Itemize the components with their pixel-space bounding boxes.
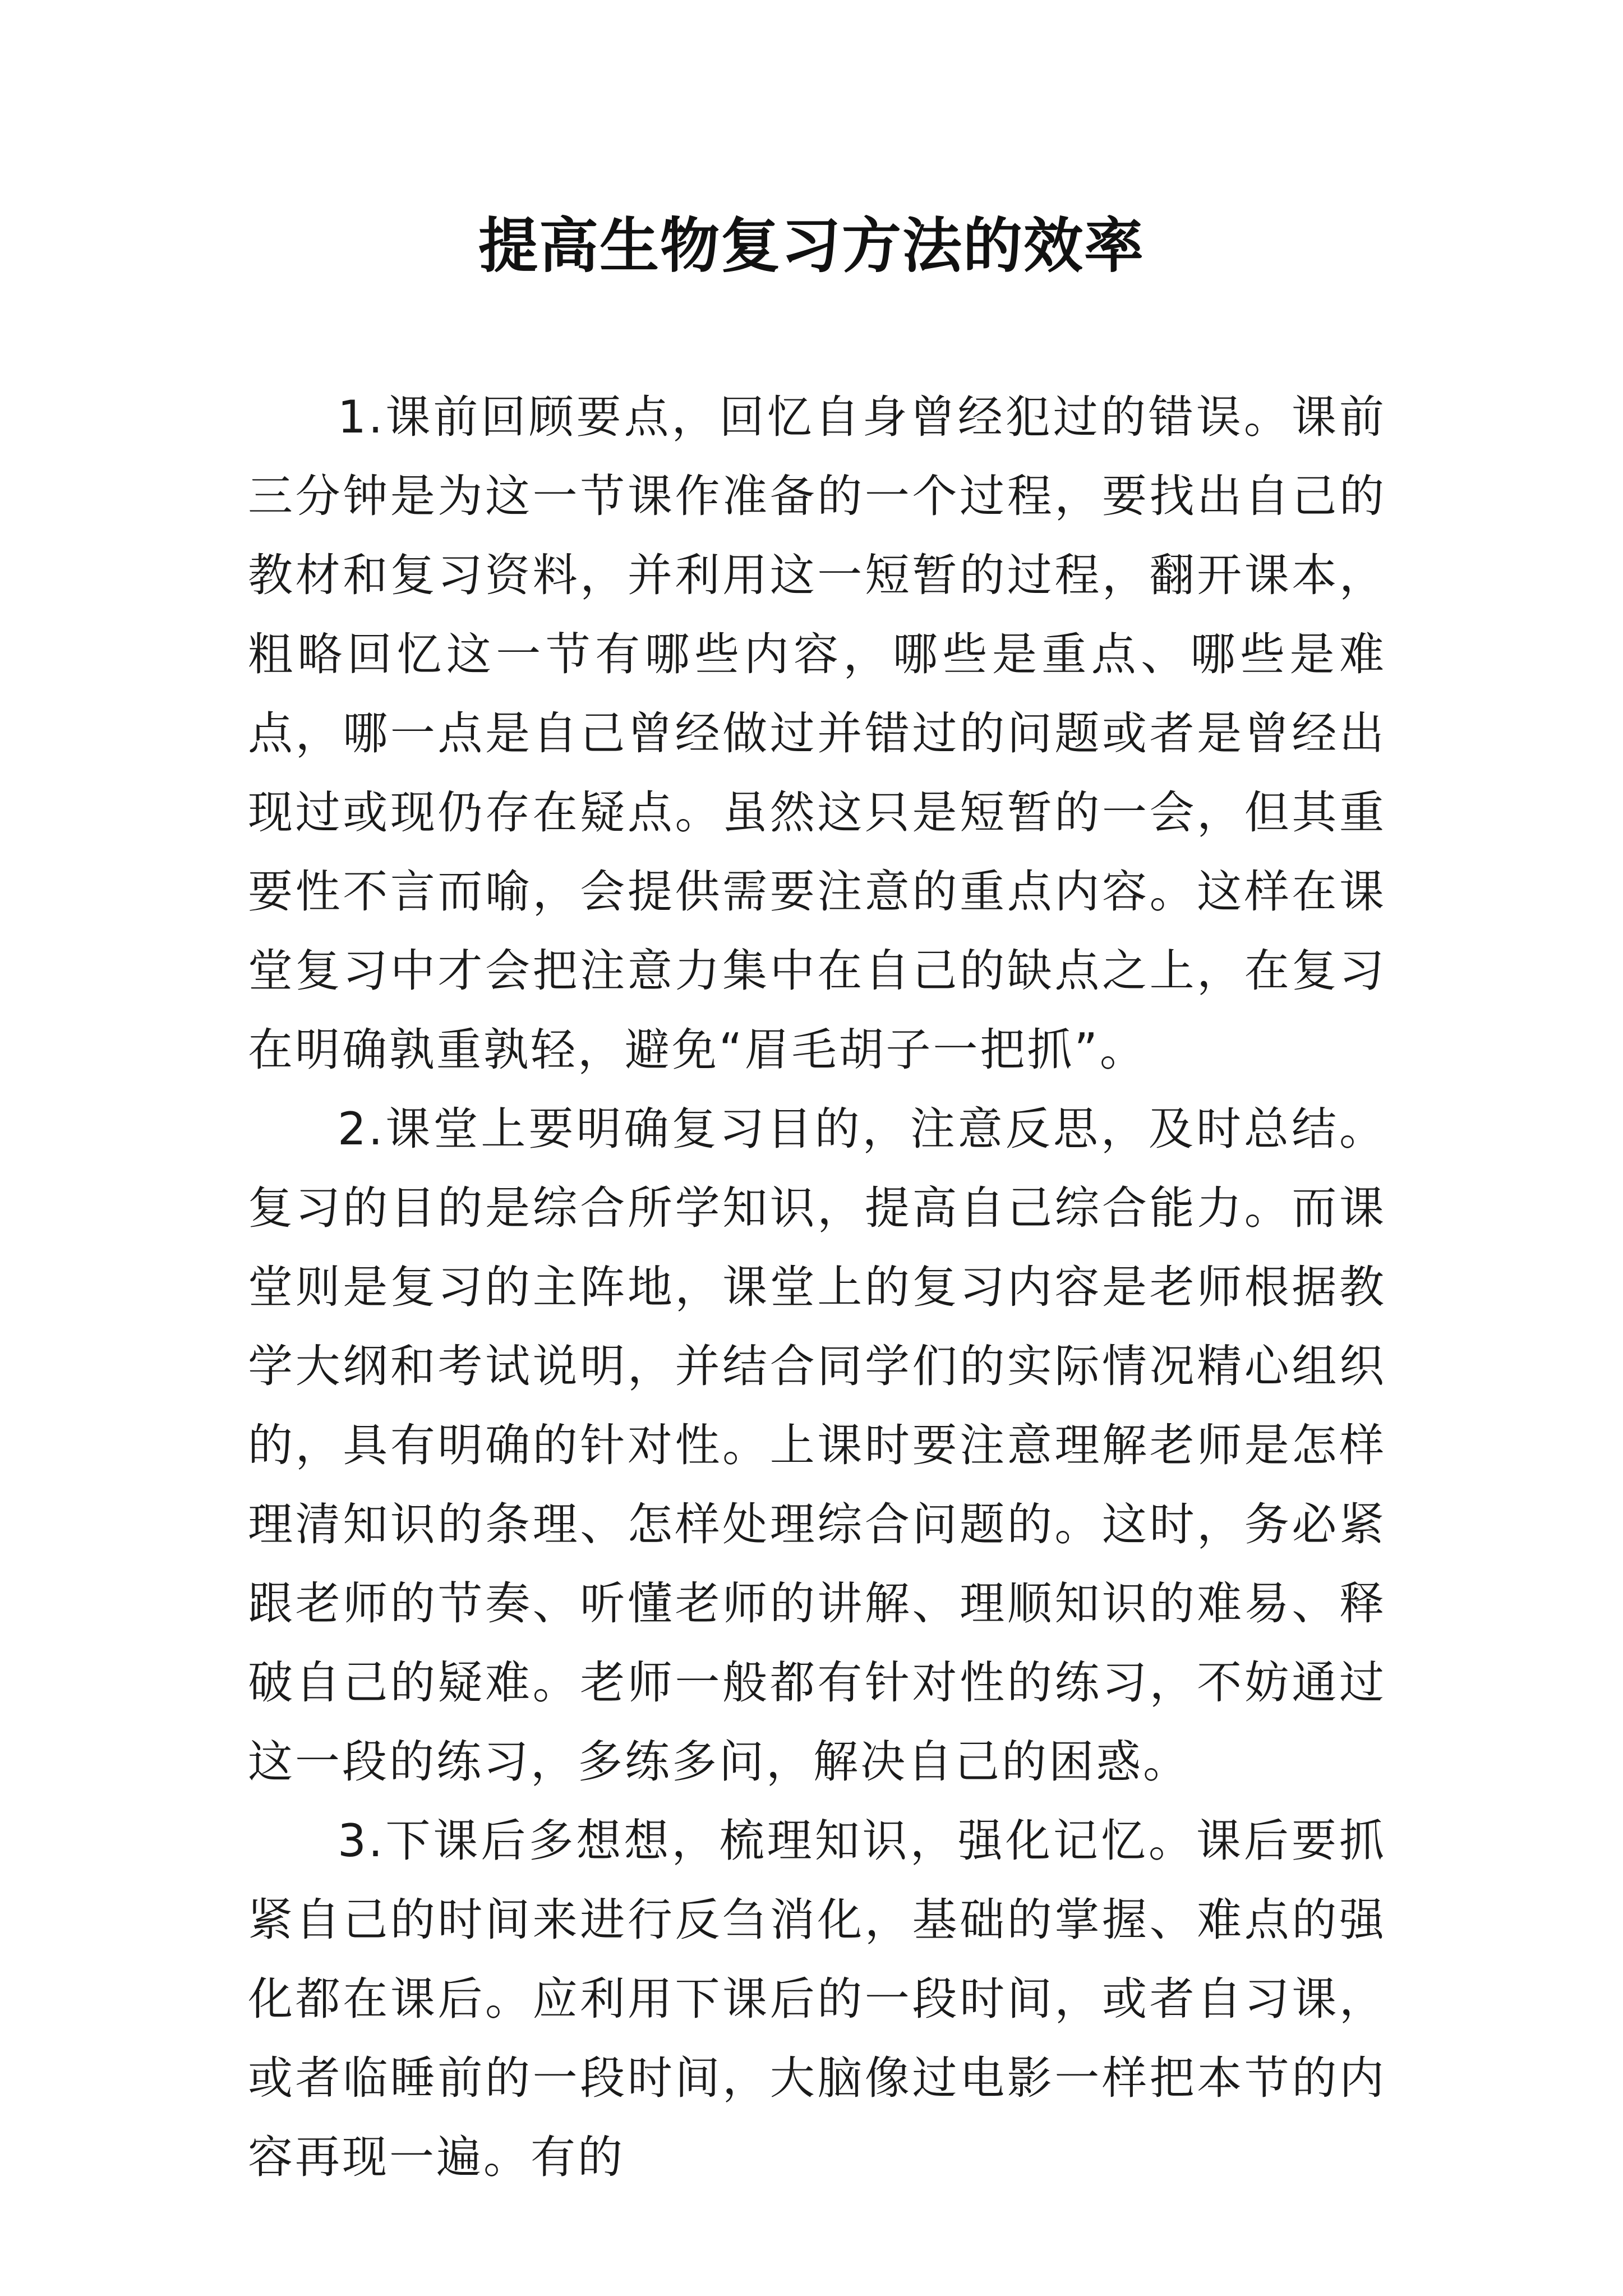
paragraph-2: 2.课堂上要明确复习目的，注意反思，及时总结。复习的目的是综合所学知识，提高自己综合能力。而课堂则是复习的主阵地，课堂上的复习内容是老师根据教学大纲和考试说明，并结合同学们的实际情况精心组织的，具有明确的针对性。上课时要注意理解老师是怎样理清知识的条理、怎样处理综合问题的。这时，务必紧跟老师的节奏、听懂老师的讲解、理顺知识的难易、释破自己的疑难。老师一般都有针对性的练习，不妨通过这一段的练习，多练多问，解决自己的困惑。	[248, 1103, 1386, 1788]
document-body	[248, 378, 1386, 2197]
document-title: 提高生物复习方法的效率	[478, 210, 1145, 280]
paragraph-1: 1.课前回顾要点，回忆自身曾经犯过的错误。课前三分钟是为这一节课作准备的一个过程，要找出自己的教材和复习资料，并利用这一短暂的过程，翻开课本，粗略回忆这一节有哪些内容，哪些是重点、哪些是难点，哪一点是自己曾经做过并错过的问题或者是曾经出现过或现仍存在疑点。虽然这只是短暂的一会，但其重要性不言而喻，会提供需要注意的重点内容。这样在课堂复习中才会把注意力集中在自己的缺点之上，在复习在明确孰重孰轻，避免“眉毛胡子一把抓”。	[248, 391, 1386, 1076]
paragraph-3: 3.下课后多想想，梳理知识，强化记忆。课后要抓紧自己的时间来进行反刍消化，基础的掌握、难点的强化都在课后。应利用下课后的一段时间，或者自习课，或者临睡前的一段时间，大脑像过电影一样把本节的内容再现一遍。有的	[248, 1815, 1386, 2183]
